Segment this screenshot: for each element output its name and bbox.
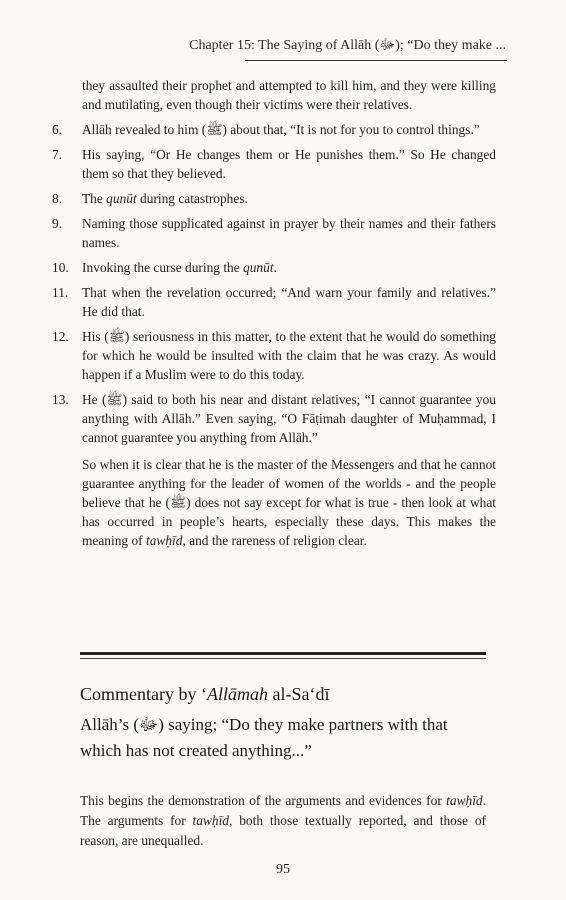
closing-text-after: , and the rareness of religion clear. [182,533,367,548]
commentary-title [80,684,506,705]
header-rule [245,60,507,61]
list-item [52,120,496,139]
body-italic-2: tawḥīd [192,813,230,829]
item-text: Naming those supplicated against in prayer by their names and their fathers names. [82,216,496,250]
item-number: 8. [52,191,63,206]
item-text-after: during catastrophes. [136,191,248,206]
closing-paragraph [82,455,496,550]
item-number: 6. [52,122,63,137]
continuation-paragraph: they assaulted their prophet and attempted to kill him, and they were killing and mutilating, even though their victims were their relatives. [82,78,496,112]
list-item [52,189,496,208]
item-number: 10. [52,260,69,275]
list-item [52,214,496,252]
body-italic-1: tawḥīd [446,793,483,809]
commentary-prefix: Commentary by ‘ [80,684,207,704]
item-text: His saying, “Or He changes them or He punishes them.” So He changed them so that they believed. [82,147,496,181]
body-text-after: , both those textually reported, and those of reason, are unequalled. [80,813,487,849]
item-number: 12. [52,329,69,344]
list-item [52,258,496,277]
section-divider [80,652,486,655]
item-text: His (ﷺ) seriousness in this matter, to the extent that he would do something for which he would be insulted with the claim that he was crazy. As would happen if a Muslim were to do this today. [82,329,496,382]
body-text-middle: . The arguments for [80,793,486,829]
commentary-italic: Allāmah [206,684,268,704]
item-text: He (ﷺ) said to both his near and distant relatives; “I cannot guarantee you anything with Allāh.” Even saying, “O Fāṭimah daughter of Muḥammad, I cannot guarantee you anything from Allāh.” [82,392,496,445]
item-text-after: . [273,260,277,275]
closing-text-italic: tawḥīd [145,533,183,548]
commentary-subheading: Allāh’s (ﷻ) saying; “Do they make partners with that which has not created anything...” [80,715,448,760]
item-text-before: The [82,191,107,206]
closing-text-before: So when it is clear that he is the master of the Messengers and that he cannot guarantee anything for the leader of women of the worlds - and the people believe that he (ﷺ) does not say except for what is true - then look at what has occurred in people’s hearts, especially these days. This makes the meaning of [82,457,496,548]
item-number: 13. [52,392,69,407]
body-text-before: This begins the demonstration of the arguments and evidences for [80,793,447,809]
main-content [52,76,496,550]
page-number: 95 [276,862,290,877]
item-text-italic: qunūt [243,260,274,275]
list-item [52,283,496,321]
list-item [52,327,496,384]
points-list [52,120,496,447]
commentary-body [80,791,486,851]
item-text: Allāh revealed to him (ﷺ) about that, “It is not for you to control things.” [82,122,480,137]
item-text-italic: qunūt [106,191,137,206]
commentary-suffix: al-Sa‘dī [267,684,330,704]
item-number: 9. [52,216,63,231]
item-number: 7. [52,147,63,162]
list-item [52,390,496,447]
item-text-before: Invoking the curse during the [82,260,244,275]
running-head: Chapter 15: The Saying of Allāh (ﷻ); “Do they make ... [189,38,506,53]
item-text: That when the revelation occurred; “And warn your family and relatives.” He did that. [82,285,496,319]
item-number: 11. [52,285,69,300]
list-item [52,145,496,183]
